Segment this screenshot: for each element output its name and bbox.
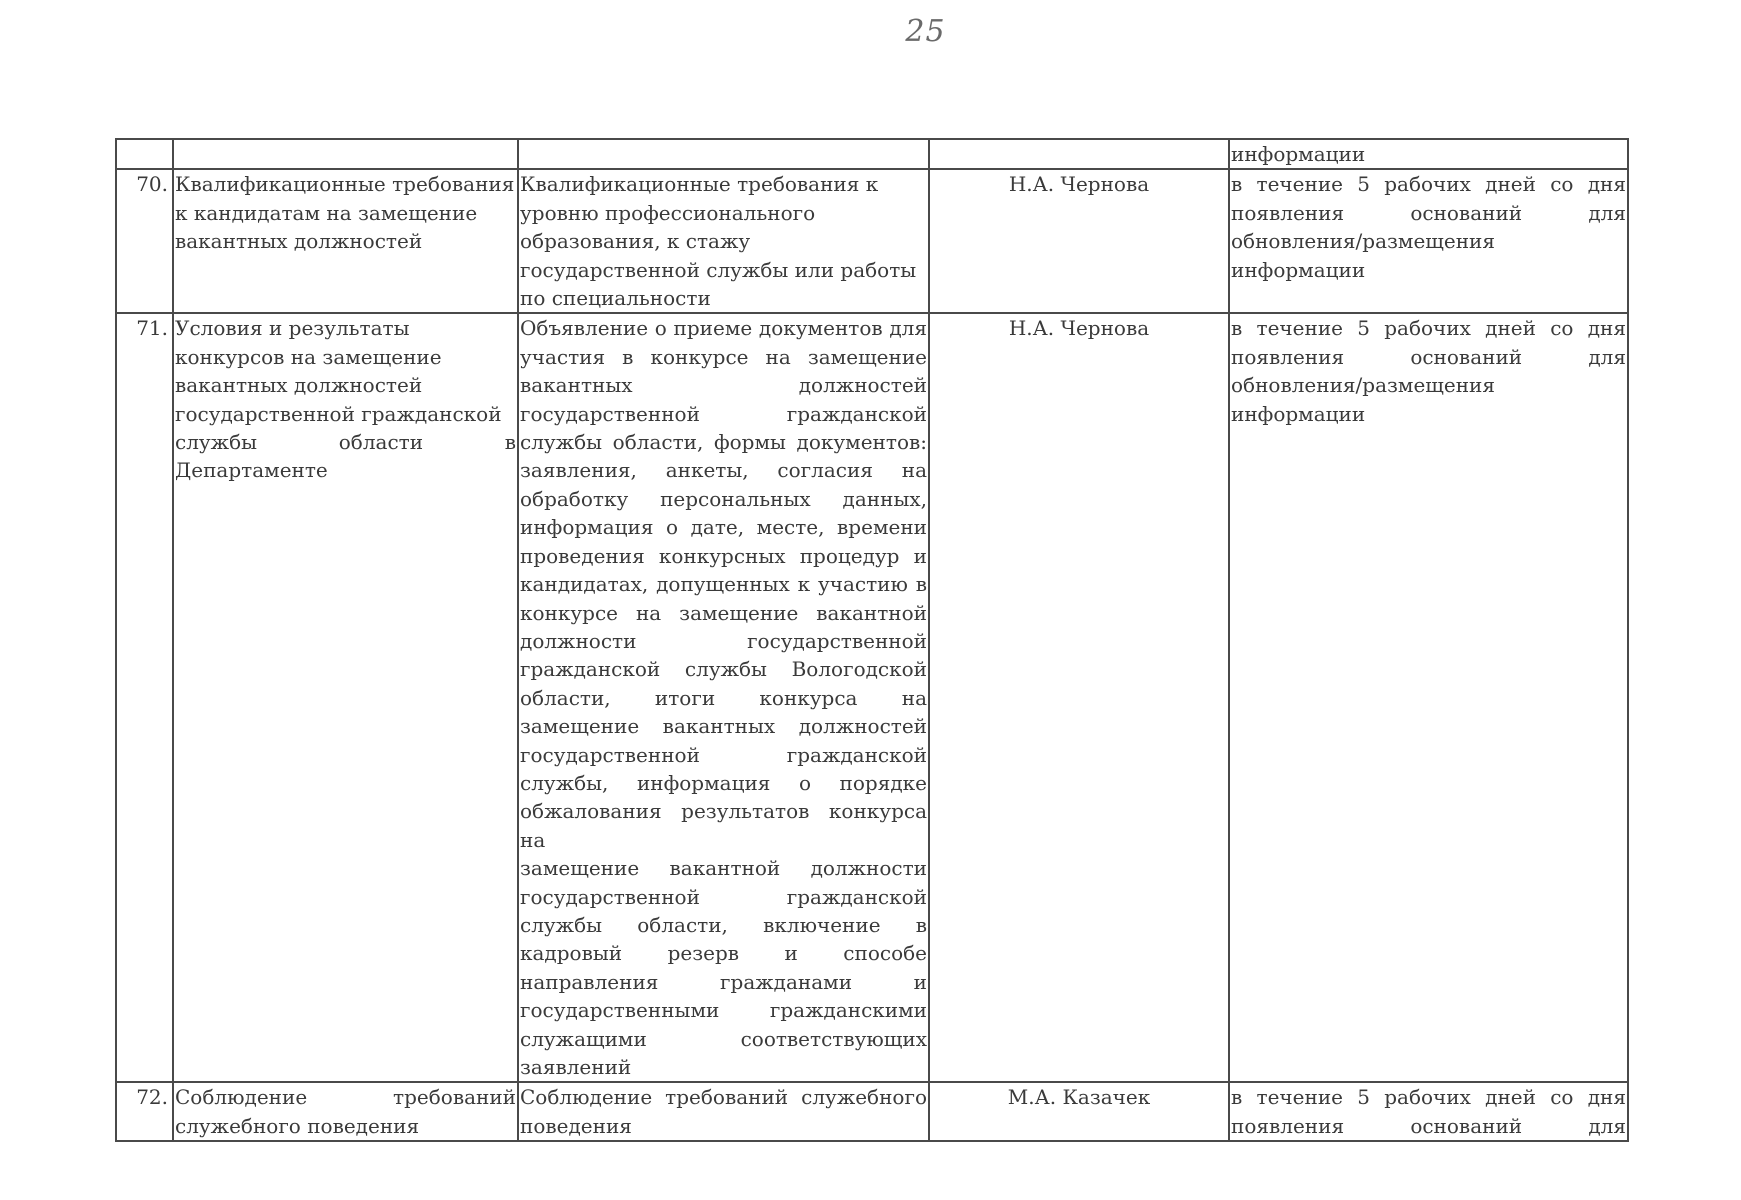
cell-term-line: появления оснований для <box>1231 1113 1626 1138</box>
cell-content-line: службы области, формы документов: <box>520 430 927 455</box>
table-row-continuation <box>116 139 1628 169</box>
cell-name-line: Квалификационные требования <box>175 172 515 197</box>
cell-name-line: конкурсов на замещение <box>175 344 442 369</box>
cell-name-line: вакантных должностей <box>175 373 423 398</box>
cell-content-line: государственной гражданской <box>520 742 927 767</box>
cell-content <box>518 313 929 1082</box>
cell-content <box>518 1082 929 1141</box>
cell-content-line: области, итоги конкурса на <box>520 685 927 710</box>
cell-term-line: в течение 5 рабочих дней со дня <box>1231 172 1626 197</box>
cell-content-line: конкурсе на замещение вакантной <box>520 600 927 625</box>
cell-content-line: поведения <box>520 1113 632 1138</box>
cell-name-line: Соблюдение требований <box>175 1085 516 1110</box>
cell-content-line: Квалификационные требования к <box>520 172 879 197</box>
cell-num: 71. <box>116 313 173 1082</box>
cell-content-line: государственными гражданскими <box>520 998 927 1023</box>
cell-content-line: направления гражданами и <box>520 969 927 994</box>
cell-content <box>518 139 929 169</box>
cell-term-line: в течение 5 рабочих дней со дня <box>1231 316 1626 341</box>
cell-term-line: появления оснований для <box>1231 200 1626 225</box>
cell-name <box>173 313 518 1082</box>
cell-content-line: обжалования результатов конкурса на <box>520 799 927 852</box>
document-table <box>115 138 1629 1142</box>
cell-num <box>116 139 173 169</box>
cell-term-line: появления оснований для <box>1231 344 1626 369</box>
cell-name-line: государственной гражданской <box>175 401 502 426</box>
cell-content-line: гражданской службы Вологодской <box>520 657 927 682</box>
cell-responsible: Н.А. Чернова <box>929 169 1229 313</box>
cell-content-line: замещение вакантной должности <box>520 856 927 881</box>
cell-content-line: информация о дате, месте, времени <box>520 515 927 540</box>
table-row <box>116 1082 1628 1141</box>
cell-content-line: Соблюдение требований служебного <box>520 1085 927 1110</box>
cell-term-line: в течение 5 рабочих дней со дня <box>1231 1085 1626 1110</box>
cell-responsible <box>929 139 1229 169</box>
page-number: 25 <box>905 14 946 49</box>
cell-num: 70. <box>116 169 173 313</box>
cell-content-line: службы области, включение в <box>520 912 927 937</box>
cell-term <box>1229 313 1628 1082</box>
cell-content-line: должности государственной <box>520 628 927 653</box>
cell-name <box>173 169 518 313</box>
cell-term <box>1229 169 1628 313</box>
cell-name-line: Условия и результаты <box>175 316 410 341</box>
cell-content-line: кадровый резерв и способе <box>520 941 927 966</box>
cell-responsible: Н.А. Чернова <box>929 313 1229 1082</box>
cell-content-line: образования, к стажу <box>520 229 751 254</box>
cell-content-line: кандидатах, допущенных к участию в <box>520 572 927 597</box>
cell-content-line: участия в конкурсе на замещение <box>520 344 927 369</box>
cell-term: информации <box>1229 139 1628 169</box>
cell-content-line: проведения конкурсных процедур и <box>520 543 927 568</box>
cell-term-line: обновления/размещения <box>1231 229 1496 254</box>
table-row <box>116 313 1628 1082</box>
cell-content-line: Объявление о приеме документов для <box>520 316 927 341</box>
cell-content-line: службы, информация о порядке <box>520 770 927 795</box>
cell-content-line: государственной службы или работы <box>520 257 917 282</box>
cell-name-line: служебного поведения <box>175 1113 420 1138</box>
cell-name <box>173 139 518 169</box>
cell-content-line: служащими соответствующих <box>520 1026 927 1051</box>
cell-name-line: службы области в Департаменте <box>175 430 516 483</box>
cell-content-line: государственной гражданской <box>520 884 927 909</box>
cell-responsible: М.А. Казачек <box>929 1082 1229 1141</box>
cell-name-line: вакантных должностей <box>175 229 423 254</box>
cell-content-line: заявления, анкеты, согласия на <box>520 458 927 483</box>
cell-content-line: вакантных должностей <box>520 373 927 398</box>
cell-term <box>1229 1082 1628 1141</box>
cell-term-line: информации <box>1231 401 1366 426</box>
cell-term-line: обновления/размещения <box>1231 373 1496 398</box>
cell-name-line: к кандидатам на замещение <box>175 200 478 225</box>
cell-content-line: по специальности <box>520 286 711 311</box>
cell-content <box>518 169 929 313</box>
cell-name <box>173 1082 518 1141</box>
cell-term-line: информации <box>1231 257 1366 282</box>
cell-content-line: заявлений <box>520 1055 632 1079</box>
cell-num: 72. <box>116 1082 173 1141</box>
cell-content-line: замещение вакантных должностей <box>520 714 927 739</box>
cell-content-line: обработку персональных данных, <box>520 486 927 511</box>
cell-content-line: государственной гражданской <box>520 401 927 426</box>
cell-content-line: уровню профессионального <box>520 200 816 225</box>
table-row <box>116 169 1628 313</box>
